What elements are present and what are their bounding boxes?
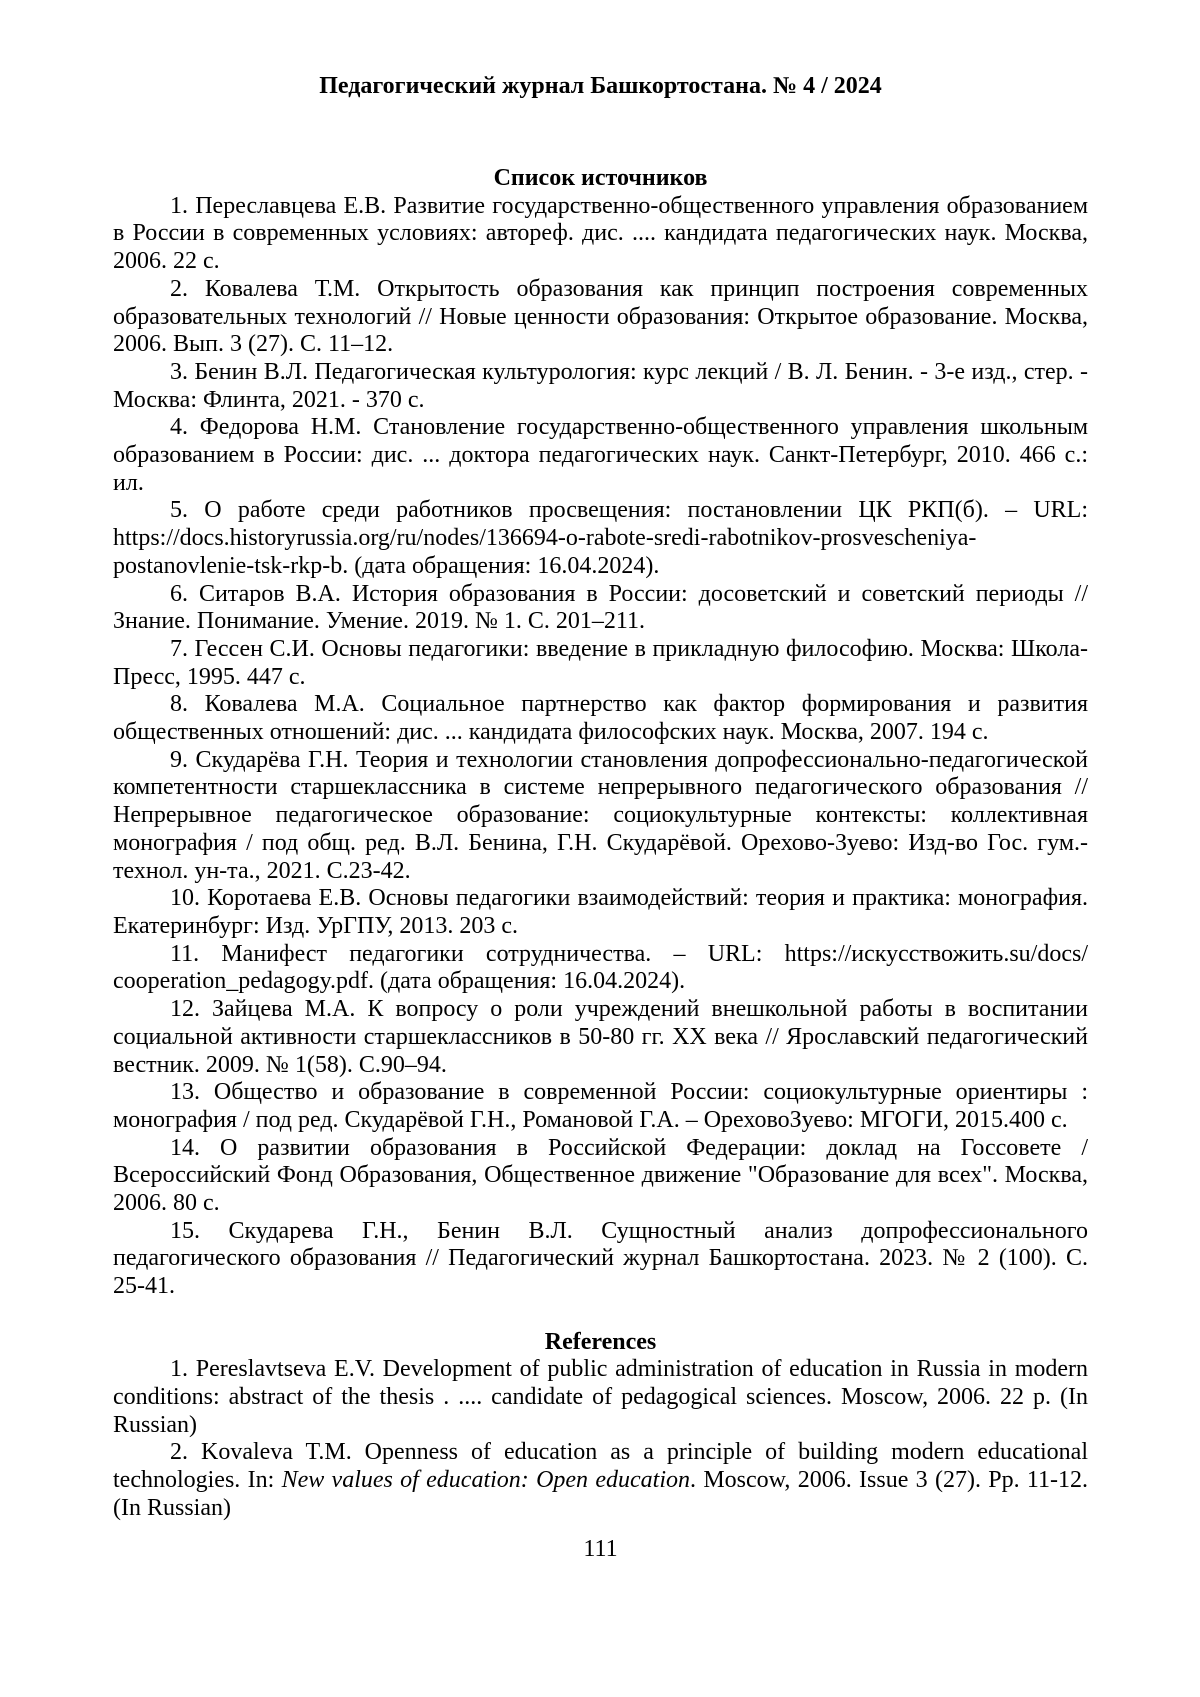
source-item: 2. Ковалева Т.М. Открытость образования как принцип построения современных образовательных технологий // Новые ценности образования: Открытое образование. Москва, 2006. Вып. 3 (27). С. 11–12. bbox=[113, 275, 1088, 358]
source-item: 12. Зайцева М.А. К вопросу о роли учреждений внешкольной работы в воспитании социальной активности старшеклассников в 50-80 гг. ХХ века // Ярославский педагогический вестник. 2009. № 1(58). С.90–94. bbox=[113, 996, 1088, 1078]
source-item: 7. Гессен С.И. Основы педагогики: введение в прикладную философию. Москва: Школа-Пресс, 1995. 447 с. bbox=[113, 635, 1088, 690]
sources-list bbox=[113, 193, 1088, 1301]
source-item: 6. Ситаров В.А. История образования в России: досоветский и советский периоды // Знание. Понимание. Умение. 2019. № 1. С. 201–211. bbox=[113, 580, 1088, 635]
reference-text: . Moscow, 2006. Issue 3 (27). Pp. 11-12. (In Russian) bbox=[113, 1467, 1089, 1521]
source-item: 9. Скударёва Г.Н. Теория и технологии становления допрофессионально-педагогической компетентности старшеклассника в системе непрерывного педагогического образования // Непрерывное педагогическое образование: социокультурные контексты: коллективная монография / под общ. ред. В.Л. Бенина, Г.Н. Скударёвой. Орехово-Зуево: Изд-во Гос. гум.-технол. ун-та., 2021. С.23-42. bbox=[113, 746, 1088, 884]
source-item: 13. Общество и образование в современной России: социокультурные ориентиры : монография / под ред. Скударёвой Г.Н., Романовой Г.А. – ОреховоЗуево: МГОГИ, 2015.400 с. bbox=[113, 1079, 1088, 1133]
source-item: 14. О развитии образования в Российской Федерации: доклад на Госсовете / Всероссийский Фонд Образования, Общественное движение "Образование для всех". Москва, 2006. 80 с. bbox=[113, 1134, 1088, 1217]
source-item: 8. Ковалева М.А. Социальное партнерство как фактор формирования и развития общественных отношений: дис. ... кандидата философских наук. Москва, 2007. 194 с. bbox=[113, 691, 1088, 746]
reference-text: 2. Kovaleva T.M. Openness of education as a principle of building modern educational technologies. In: bbox=[113, 1439, 1088, 1494]
references-title: References bbox=[544, 1328, 657, 1355]
source-item: 4. Федорова Н.М. Становление государственно-общественного управления школьным образованием в России: дис. ... доктора педагогических наук. Санкт-Петербург, 2010. 466 с.: ил. bbox=[113, 414, 1088, 496]
source-item: 5. О работе среди работников просвещения: постановлении ЦК РКП(б). – URL: https://docs.historyrussia.org/ru/nodes/136694-o-rabote-sredi-rabotnikov-prosvescheniya-postanovlenie-tsk-rkp-b. (дата обращения: 16.04.2024). bbox=[113, 497, 1088, 579]
references-list bbox=[113, 1356, 1088, 1522]
source-item: 11. Манифест педагогики сотрудничества. – URL: https://искусствожить.su/docs/ cooperation_pedagogy.pdf. (дата обращения: 16.04.2024). bbox=[113, 940, 1088, 995]
journal-header: Педагогический журнал Башкортостана. № 4 / 2024 bbox=[319, 73, 882, 99]
source-item: 10. Коротаева Е.В. Основы педагогики взаимодействий: теория и практика: монография. Екатеринбург: Изд. УрГПУ, 2013. 203 с. bbox=[113, 885, 1088, 939]
source-item: 1. Переславцева Е.В. Развитие государственно-общественного управления образованием в России в современных условиях: автореф. дис. .... кандидата педагогических наук. Москва, 2006. 22 с. bbox=[113, 192, 1088, 275]
source-item: 15. Скударева Г.Н., Бенин В.Л. Сущностный анализ допрофессионального педагогического образования // Педагогический журнал Башкортостана. 2023. № 2 (100). С. 25-41. bbox=[113, 1217, 1088, 1300]
source-item: 3. Бенин В.Л. Педагогическая культурология: курс лекций / В. Л. Бенин. - 3-е изд., стер. - Москва: Флинта, 2021. - 370 с. bbox=[113, 358, 1088, 413]
page-number: 111 bbox=[583, 1536, 618, 1563]
reference-italic-text: New values of education: Open education bbox=[281, 1467, 691, 1494]
sources-title: Список источников bbox=[493, 165, 708, 191]
reference-item bbox=[113, 1439, 1088, 1522]
reference-item bbox=[113, 1356, 1088, 1439]
reference-text: 1. Pereslavtseva E.V. Development of public administration of education in Russia in modern conditions: abstract of the thesis . .... candidate of pedagogical sciences. Moscow, 2006. 22 p. (In Russian) bbox=[113, 1356, 1088, 1438]
